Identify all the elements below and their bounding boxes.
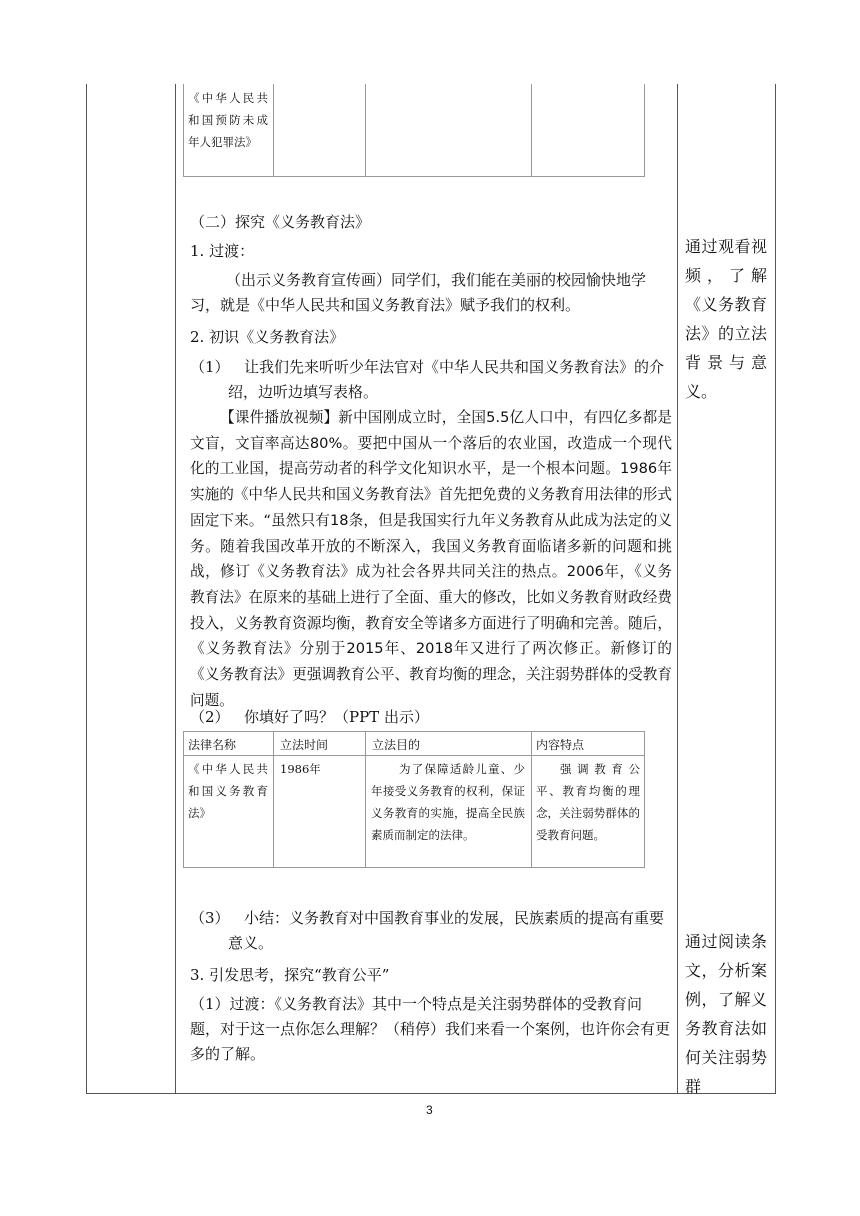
top-table-divider-1: [273, 84, 274, 177]
side-note-video: 通过观看视频，了解《义务教育法》的立法背景与意义。: [685, 237, 767, 401]
top-table-bottom-border: [183, 176, 645, 177]
step1-paragraph: （出示义务教育宣传画）同学们，我们能在美丽的校园愉快地学习，就是《中华人民共和国义务教育法》赋予我们的权利。: [190, 271, 647, 314]
law-table-cell-features: 强调教育公平、教育均衡的理念，关注弱势群体的受教育问题。: [536, 762, 640, 842]
law-table-cell-name: 《中华人民共和国义务教育法》: [188, 762, 268, 820]
law-table-header-time: 立法时间: [280, 738, 329, 752]
step2-item2-text: 你填好了吗？（PPT 出示）: [244, 708, 429, 726]
law-table-cell-purpose: 为了保障适龄儿童、少年接受义务教育的权利，保证义务教育的实施，提高全民族素质而制定的法律。: [371, 762, 525, 842]
law-table-header-features: 内容特点: [536, 738, 585, 752]
top-table-divider-2: [365, 84, 366, 177]
law-table-right-border: [644, 731, 645, 868]
law-table-header-name: 法律名称: [188, 738, 237, 752]
law-table-top-border: [183, 731, 645, 732]
step3-title: 3. 引发思考，探究“教育公平”: [190, 966, 390, 984]
top-table-right-border: [644, 84, 645, 177]
section-heading: （二）探究《义务教育法》: [190, 213, 371, 231]
top-table-left-border: [183, 84, 184, 177]
step2-item3-text: 小结：义务教育对中国教育事业的发展，民族素质的提高有重要意义。: [228, 909, 665, 952]
law-table-divider-3: [531, 731, 532, 868]
step2-item1-text: 让我们先来听听少年法官对《中华人民共和国义务教育法》的介绍，边听边填写表格。: [228, 358, 665, 401]
outer-table-left-border: [86, 84, 87, 1094]
side-note-reading: 通过阅读条文，分析案例，了解义务教育法如何关注弱势群: [685, 932, 767, 1096]
step3-paragraph: （1）过渡：《义务教育法》其中一个特点是关注弱势群体的受教育问题，对于这一点你怎么理解？（稍停）我们来看一个案例，也许你会有更多的了解。: [190, 995, 671, 1063]
law-table-bottom-border: [183, 867, 645, 868]
top-table-divider-3: [531, 84, 532, 177]
outer-table-right-border: [775, 84, 776, 1094]
step2-item2-number: （2）: [190, 708, 230, 726]
outer-table-bottom-border: [86, 1093, 776, 1094]
law-table-cell-time: 1986年: [280, 762, 321, 776]
law-table-divider-2: [365, 731, 366, 868]
outer-table-col-divider-1: [175, 84, 176, 1094]
page-number: 3: [426, 1103, 433, 1117]
step2-title: 2. 初识《义务教育法》: [190, 328, 345, 346]
law-table-left-border: [183, 731, 184, 868]
law-table-divider-1: [273, 731, 274, 868]
step2-item1-number: （1）: [190, 358, 230, 376]
outer-table-col-divider-2: [677, 84, 678, 1094]
top-table-law-name: 《中华人民共和国预防未成年人犯罪法》: [188, 91, 268, 149]
step2-item3-number: （3）: [190, 909, 230, 927]
law-table-header-purpose: 立法目的: [372, 738, 421, 752]
video-transcript: 【课件播放视频】新中国刚成立时，全国5.5亿人口中，有四亿多都是文盲，文盲率高达80%。要把中国从一个落后的农业国，改造成一个现代化的工业国，提高劳动者的科学文化知识水平，是一个根本问题。1986年实施的《中华人民共和国义务教育法》首先把免费的义务教育用法律的形式固定下来。“虽然只有18条，但是我国实行九年义务教育从此成为法定的义务。随着我国改革开放的不断深入，我国义务教育面临诸多新的问题和挑战，修订《义务教育法》成为社会各界共同关注的热点。2006年，《义务教育法》在原来的基础上进行了全面、重大的修改，比如义务教育财政经费投入，义务教育资源均衡，教育安全等诸多方面进行了明确和完善。随后，《义务教育法》分别于2015年、2018年又进行了两次修正。新修订的《义务教育法》更强调教育公平、教育均衡的理念，关注弱势群体的受教育问题。: [190, 409, 672, 709]
step1-title: 1. 过渡：: [190, 242, 255, 260]
